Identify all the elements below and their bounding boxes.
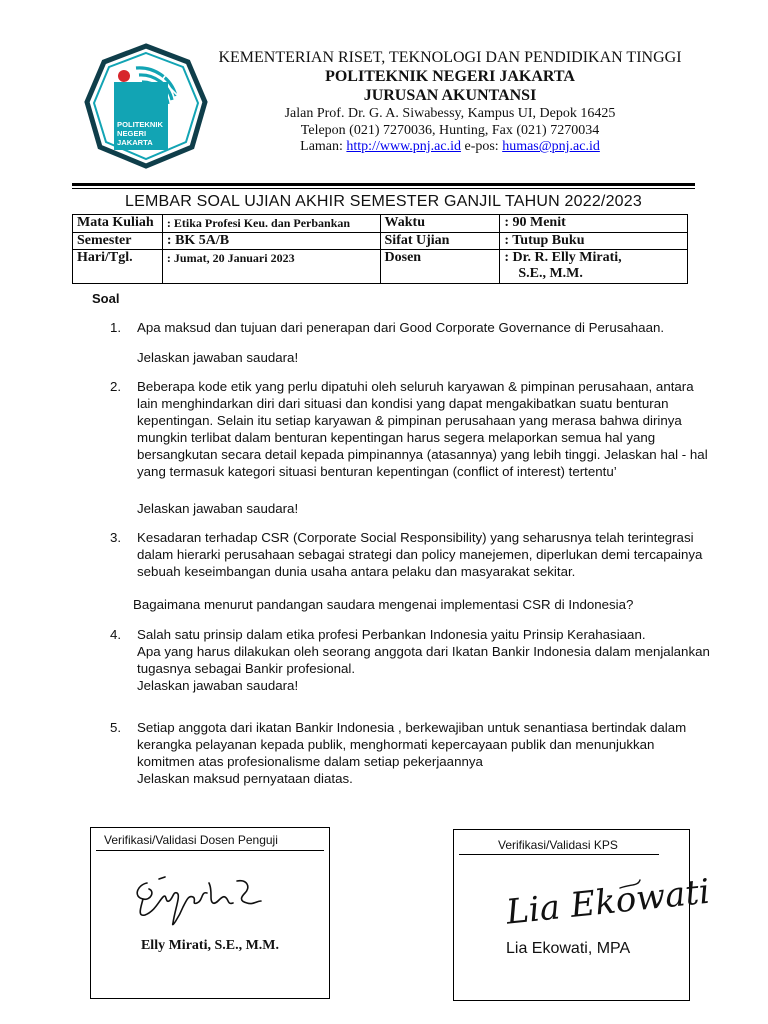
caption-underline [96,850,324,851]
verification-dosen-box [90,827,330,999]
logo-text-3: JAKARTA [117,138,153,147]
letterhead-rule-thin [72,188,695,189]
letterhead-rule-thick [72,183,695,186]
question-line: dalam hierarki perusahaan sebagai strategi dan policy manejemen, diperlukan demi tercapainya [137,547,703,562]
logo-text-2: NEGERI [117,129,147,138]
question-2-instruction: Jelaskan jawaban saudara! [137,501,299,516]
question-5 [110,719,685,787]
mata-kuliah-value: : Etika Profesi Keu. dan Perbankan [166,216,351,230]
question-1 [110,319,685,336]
caption-underline [459,854,659,855]
question-number: 2. [110,379,122,394]
dosen-value: : Dr. R. Elly Mirati, [504,250,622,265]
department-name: JURUSAN AKUNTANSI [363,87,537,104]
question-number: 4. [110,627,122,642]
question-line: yang termasuk kategori situasi benturan kepentingan (conflict of interest) tertentu’ [137,464,617,479]
email-link[interactable]: humas@pnj.ac.id [502,139,600,154]
kps-name: Lia Ekowati, MPA [506,940,631,957]
question-line: lain menghindarkan diri dari situasi dan kondisi yang dapat mengakibatkan suatu benturan [137,396,669,411]
question-line: bersangkutan secara detail kepada pimpinannya (atasannya) yang lebih tinggi. Jelaskan hal - hal [137,447,708,462]
sifat-ujian-label: Sifat Ujian [380,233,500,250]
letterhead [212,48,688,156]
website-link[interactable]: http://www.pnj.ac.id [346,139,461,154]
exam-title: LEMBAR SOAL UJIAN AKHIR SEMESTER GANJIL TAHUN 2022/2023 [125,193,642,210]
kps-signature-text: Lia Ekowati [504,871,712,933]
web-label: Laman: [300,139,347,154]
question-3 [110,529,703,580]
dosen-value-2: S.E., M.M. [518,266,583,281]
pnj-logo [84,44,208,168]
verification-dosen-caption: Verifikasi/Validasi Dosen Penguji [104,833,278,847]
question-line: Beberapa kode etik yang perlu dipatuhi oleh seluruh karyawan & pimpinan perusahaan, antara [137,379,694,394]
question-line: komitmen atas profesionalisme dalam setiap pekerjaannya [137,754,483,769]
semester-label: Semester [73,233,163,250]
contact-line [212,139,688,156]
question-line: sebuah keseimbangan dunia usaha antara pelaku dan masyarakat sekitar. [137,564,576,579]
exam-info-table [72,214,688,284]
question-2 [110,378,708,480]
semester-value: : BK 5A/B [162,233,380,250]
ministry-name: KEMENTERIAN RISET, TEKNOLOGI DAN PENDIDIKAN TINGGI [218,49,682,66]
waktu-label: Waktu [380,215,500,233]
verification-kps-box [453,829,712,1001]
soal-heading: Soal [92,291,120,306]
mata-kuliah-label: Mata Kuliah [73,215,163,233]
dosen-signature [129,861,279,936]
logo-text-1: POLITEKNIK [117,120,163,129]
address: Jalan Prof. Dr. G. A. Siwabessy, Kampus UI, Depok 16425 [284,106,616,121]
question-line: kerangka pelayanan kepada publik, menghormati kepercayaan publik dan menunjukkan [137,737,655,752]
verification-kps-caption: Verifikasi/Validasi KPS [498,838,618,852]
question-line: Salah satu prinsip dalam etika profesi Perbankan Indonesia yaitu Prinsip Kerahasiaan. [137,627,646,642]
question-1-instruction: Jelaskan jawaban saudara! [137,350,299,365]
hari-tgl-label: Hari/Tgl. [73,250,163,284]
institution-name: POLITEKNIK NEGERI JAKARTA [325,68,575,85]
question-line: Jelaskan maksud pernyataan diatas. [137,771,353,786]
question-line: kepentingan. Selain itu setiap karyawan & pimpinan perusahaan yang merasa bahwa dirinya [137,413,682,428]
email-label: e-pos: [460,139,503,154]
phone: Telepon (021) 7270036, Hunting, Fax (021) 7270034 [300,122,600,138]
hari-tgl-value: : Jumat, 20 Januari 2023 [166,251,295,265]
question-number: 3. [110,530,122,545]
kps-signature [502,866,712,947]
dosen-label: Dosen [380,250,500,284]
question-line: Apa yang harus dilakukan oleh seorang anggota dari Ikatan Bankir Indonesia dalam menjalankan [137,644,710,659]
question-number: 1. [110,320,122,335]
question-line: Jelaskan jawaban saudara! [137,678,299,693]
question-line: tugasnya sebagai Bankir profesional. [137,661,356,676]
question-number: 5. [110,720,122,735]
question-4 [110,626,710,694]
question-line: mungkin terlibat dalam benturan kepentingan harus segera melaporkan semua hal yang [137,430,656,445]
waktu-value: : 90 Menit [500,215,688,233]
dosen-name: Elly Mirati, S.E., M.M. [140,938,280,953]
sifat-ujian-value: : Tutup Buku [500,233,688,250]
question-line: Apa maksud dan tujuan dari penerapan dari Good Corporate Governance di Perusahaan. [137,320,665,335]
question-3-instruction: Bagaimana menurut pandangan saudara mengenai implementasi CSR di Indonesia? [133,597,634,612]
question-line: Kesadaran terhadap CSR (Corporate Social Responsibility) yang seharusnya telah terintegrasi [137,530,694,545]
question-line: Setiap anggota dari ikatan Bankir Indonesia , berkewajiban untuk senantiasa bertindak dalam [137,720,687,735]
